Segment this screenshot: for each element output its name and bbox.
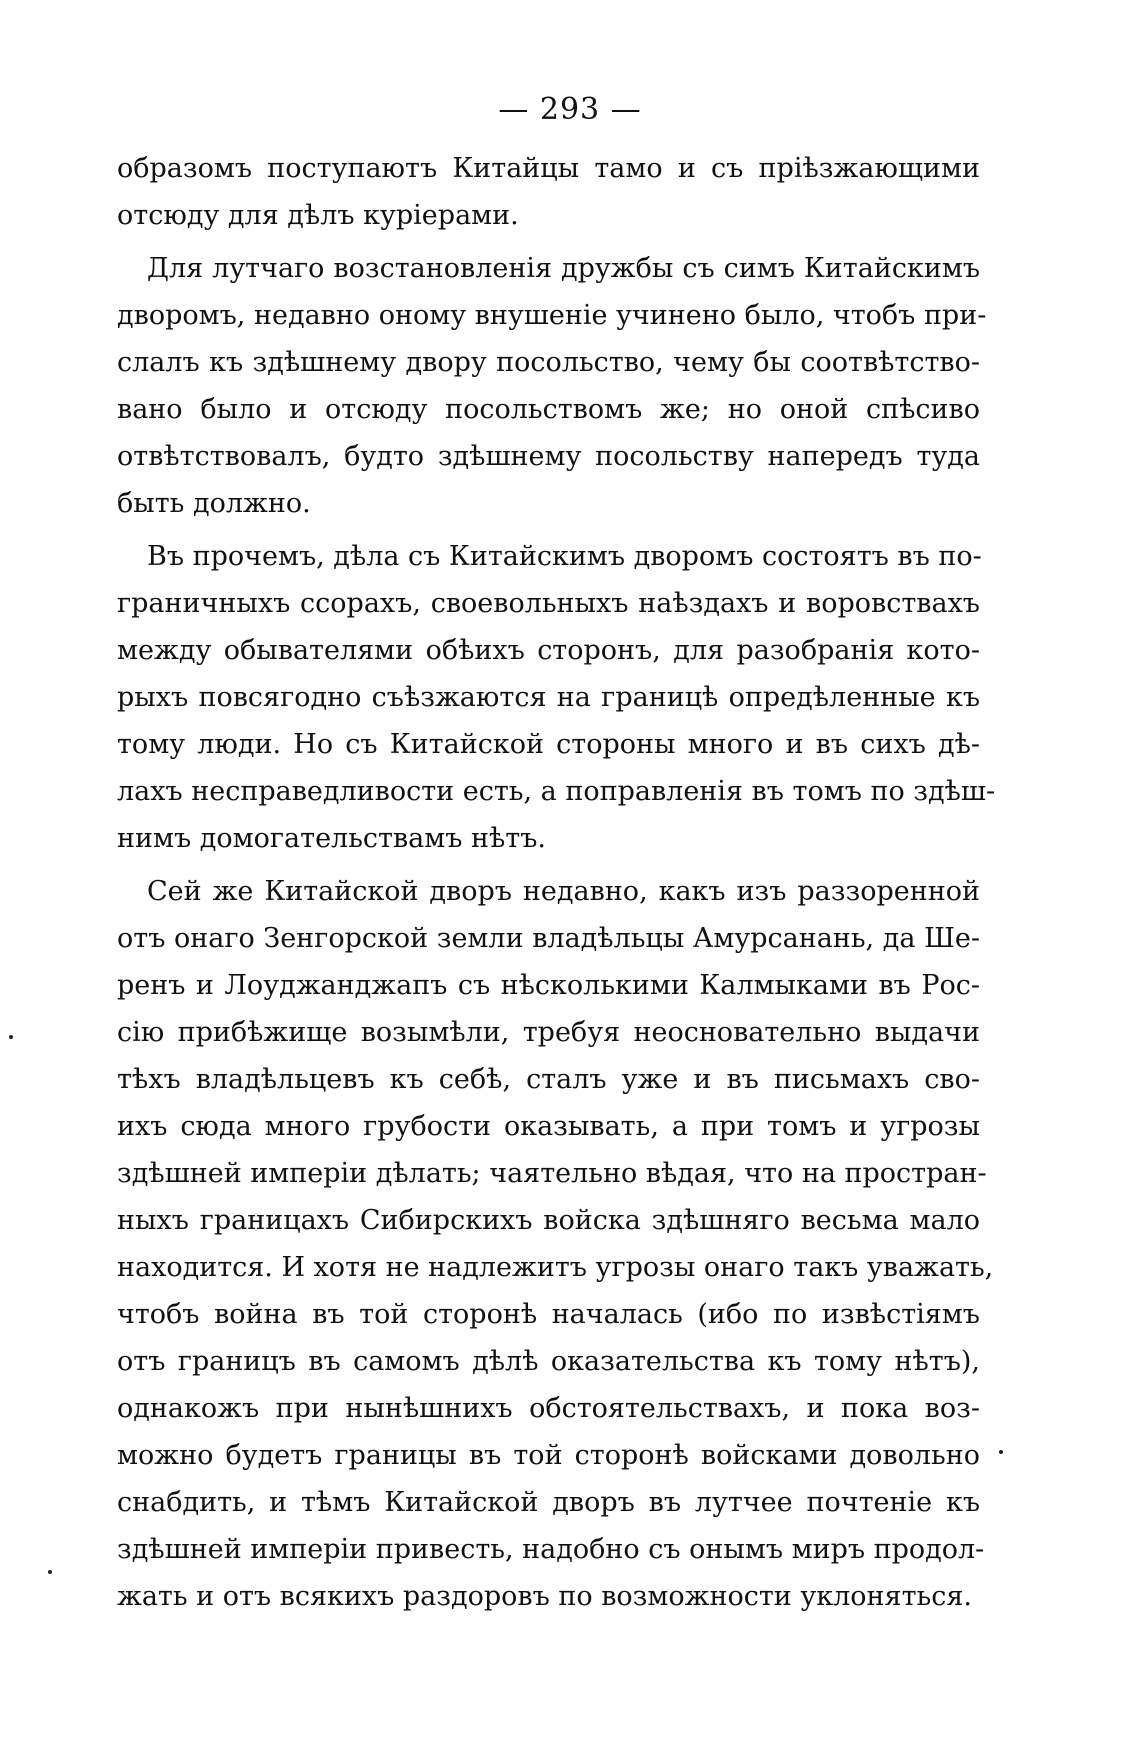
text-line: ренъ и Лоуджанджапъ съ нѣсколькими Калмыками въ Рос- <box>117 970 980 1001</box>
text-line: ихъ сюда много грубости оказывать, а при томъ и угрозы <box>117 1111 980 1142</box>
text-line: тѣхъ владѣльцевъ къ себѣ, сталъ уже и въ письмахъ сво- <box>117 1064 980 1095</box>
page-number: — 293 — <box>498 92 642 127</box>
text-line: отсюду для дѣлъ курiерами. <box>117 200 519 231</box>
text-line: Въ прочемъ, дѣла съ Китайскимъ дворомъ состоятъ въ по- <box>147 541 982 572</box>
text-line: здѣшней имперiи дѣлать; чаятельно вѣдая, что на простран- <box>117 1158 987 1189</box>
paragraph <box>117 145 980 239</box>
text-line: отвѣтствовалъ, будто здѣшнему посольству напередъ туда <box>117 441 980 472</box>
text-body <box>117 145 996 1620</box>
text-line: нимъ домогательствамъ нѣтъ. <box>117 823 546 854</box>
text-line: лахъ несправедливости есть, а поправленiя въ томъ по здѣш- <box>117 776 996 807</box>
text-line: между обывателями обѣихъ сторонъ, для разобранiя кото- <box>117 635 980 666</box>
text-line: сiю прибѣжище возымѣли, требуя неосновательно выдачи <box>117 1017 980 1048</box>
text-line: жать и отъ всякихъ раздоровъ по возможности уклоняться. <box>117 1581 972 1612</box>
text-line: образомъ поступаютъ Китайцы тамо и съ прiѣзжающими <box>117 153 980 184</box>
text-line: Сей же Китайской дворъ недавно, какъ изъ раззоренной <box>147 876 980 907</box>
text-line: слалъ къ здѣшнему двору посольство, чему бы соотвѣтство- <box>117 347 980 378</box>
text-line: ныхъ границахъ Сибирскихъ войска здѣшняго весьма мало <box>117 1205 980 1236</box>
paragraph <box>117 868 994 1620</box>
paragraph <box>117 533 996 862</box>
text-line: отъ границъ въ самомъ дѣлѣ оказательства къ тому нѣтъ), <box>117 1346 980 1377</box>
text-line: быть должно. <box>117 488 311 519</box>
text-line: Для лутчаго возстановленiя дружбы съ симъ Китайскимъ <box>147 253 980 284</box>
text-line: снабдить, и тѣмъ Китайской дворъ въ лутчее почтенiе къ <box>117 1487 980 1518</box>
text-line: находится. И хотя не надлежитъ угрозы онаго такъ уважать, <box>117 1252 994 1283</box>
text-line: вано было и отсюду посольствомъ же; но оной спѣсиво <box>117 394 980 425</box>
text-line: здѣшней имперiи привесть, надобно съ онымъ миръ продол- <box>117 1534 985 1565</box>
text-line: можно будетъ границы въ той сторонѣ войсками довольно <box>117 1440 980 1471</box>
margin-speck <box>9 1035 13 1039</box>
text-line: чтобъ война въ той сторонѣ началась (ибо по извѣстiямъ <box>117 1299 980 1330</box>
margin-speck <box>48 1570 52 1574</box>
margin-speck <box>999 1450 1003 1454</box>
text-line: рыхъ повсягодно съѣзжаются на границѣ опредѣленные къ <box>117 682 980 713</box>
paragraph <box>117 245 987 527</box>
text-line: дворомъ, недавно оному внушенiе учинено было, чтобъ при- <box>117 300 987 331</box>
text-line: отъ онаго Зенгорской земли владѣльцы Амурсанань, да Ше- <box>117 923 980 954</box>
text-line: граничныхъ ссорахъ, своевольныхъ наѣздахъ и воровствахъ <box>117 588 980 619</box>
text-line: тому люди. Но съ Китайской стороны много и въ сихъ дѣ- <box>117 729 980 760</box>
text-line: однакожъ при нынѣшнихъ обстоятельствахъ, и пока воз- <box>117 1393 980 1424</box>
